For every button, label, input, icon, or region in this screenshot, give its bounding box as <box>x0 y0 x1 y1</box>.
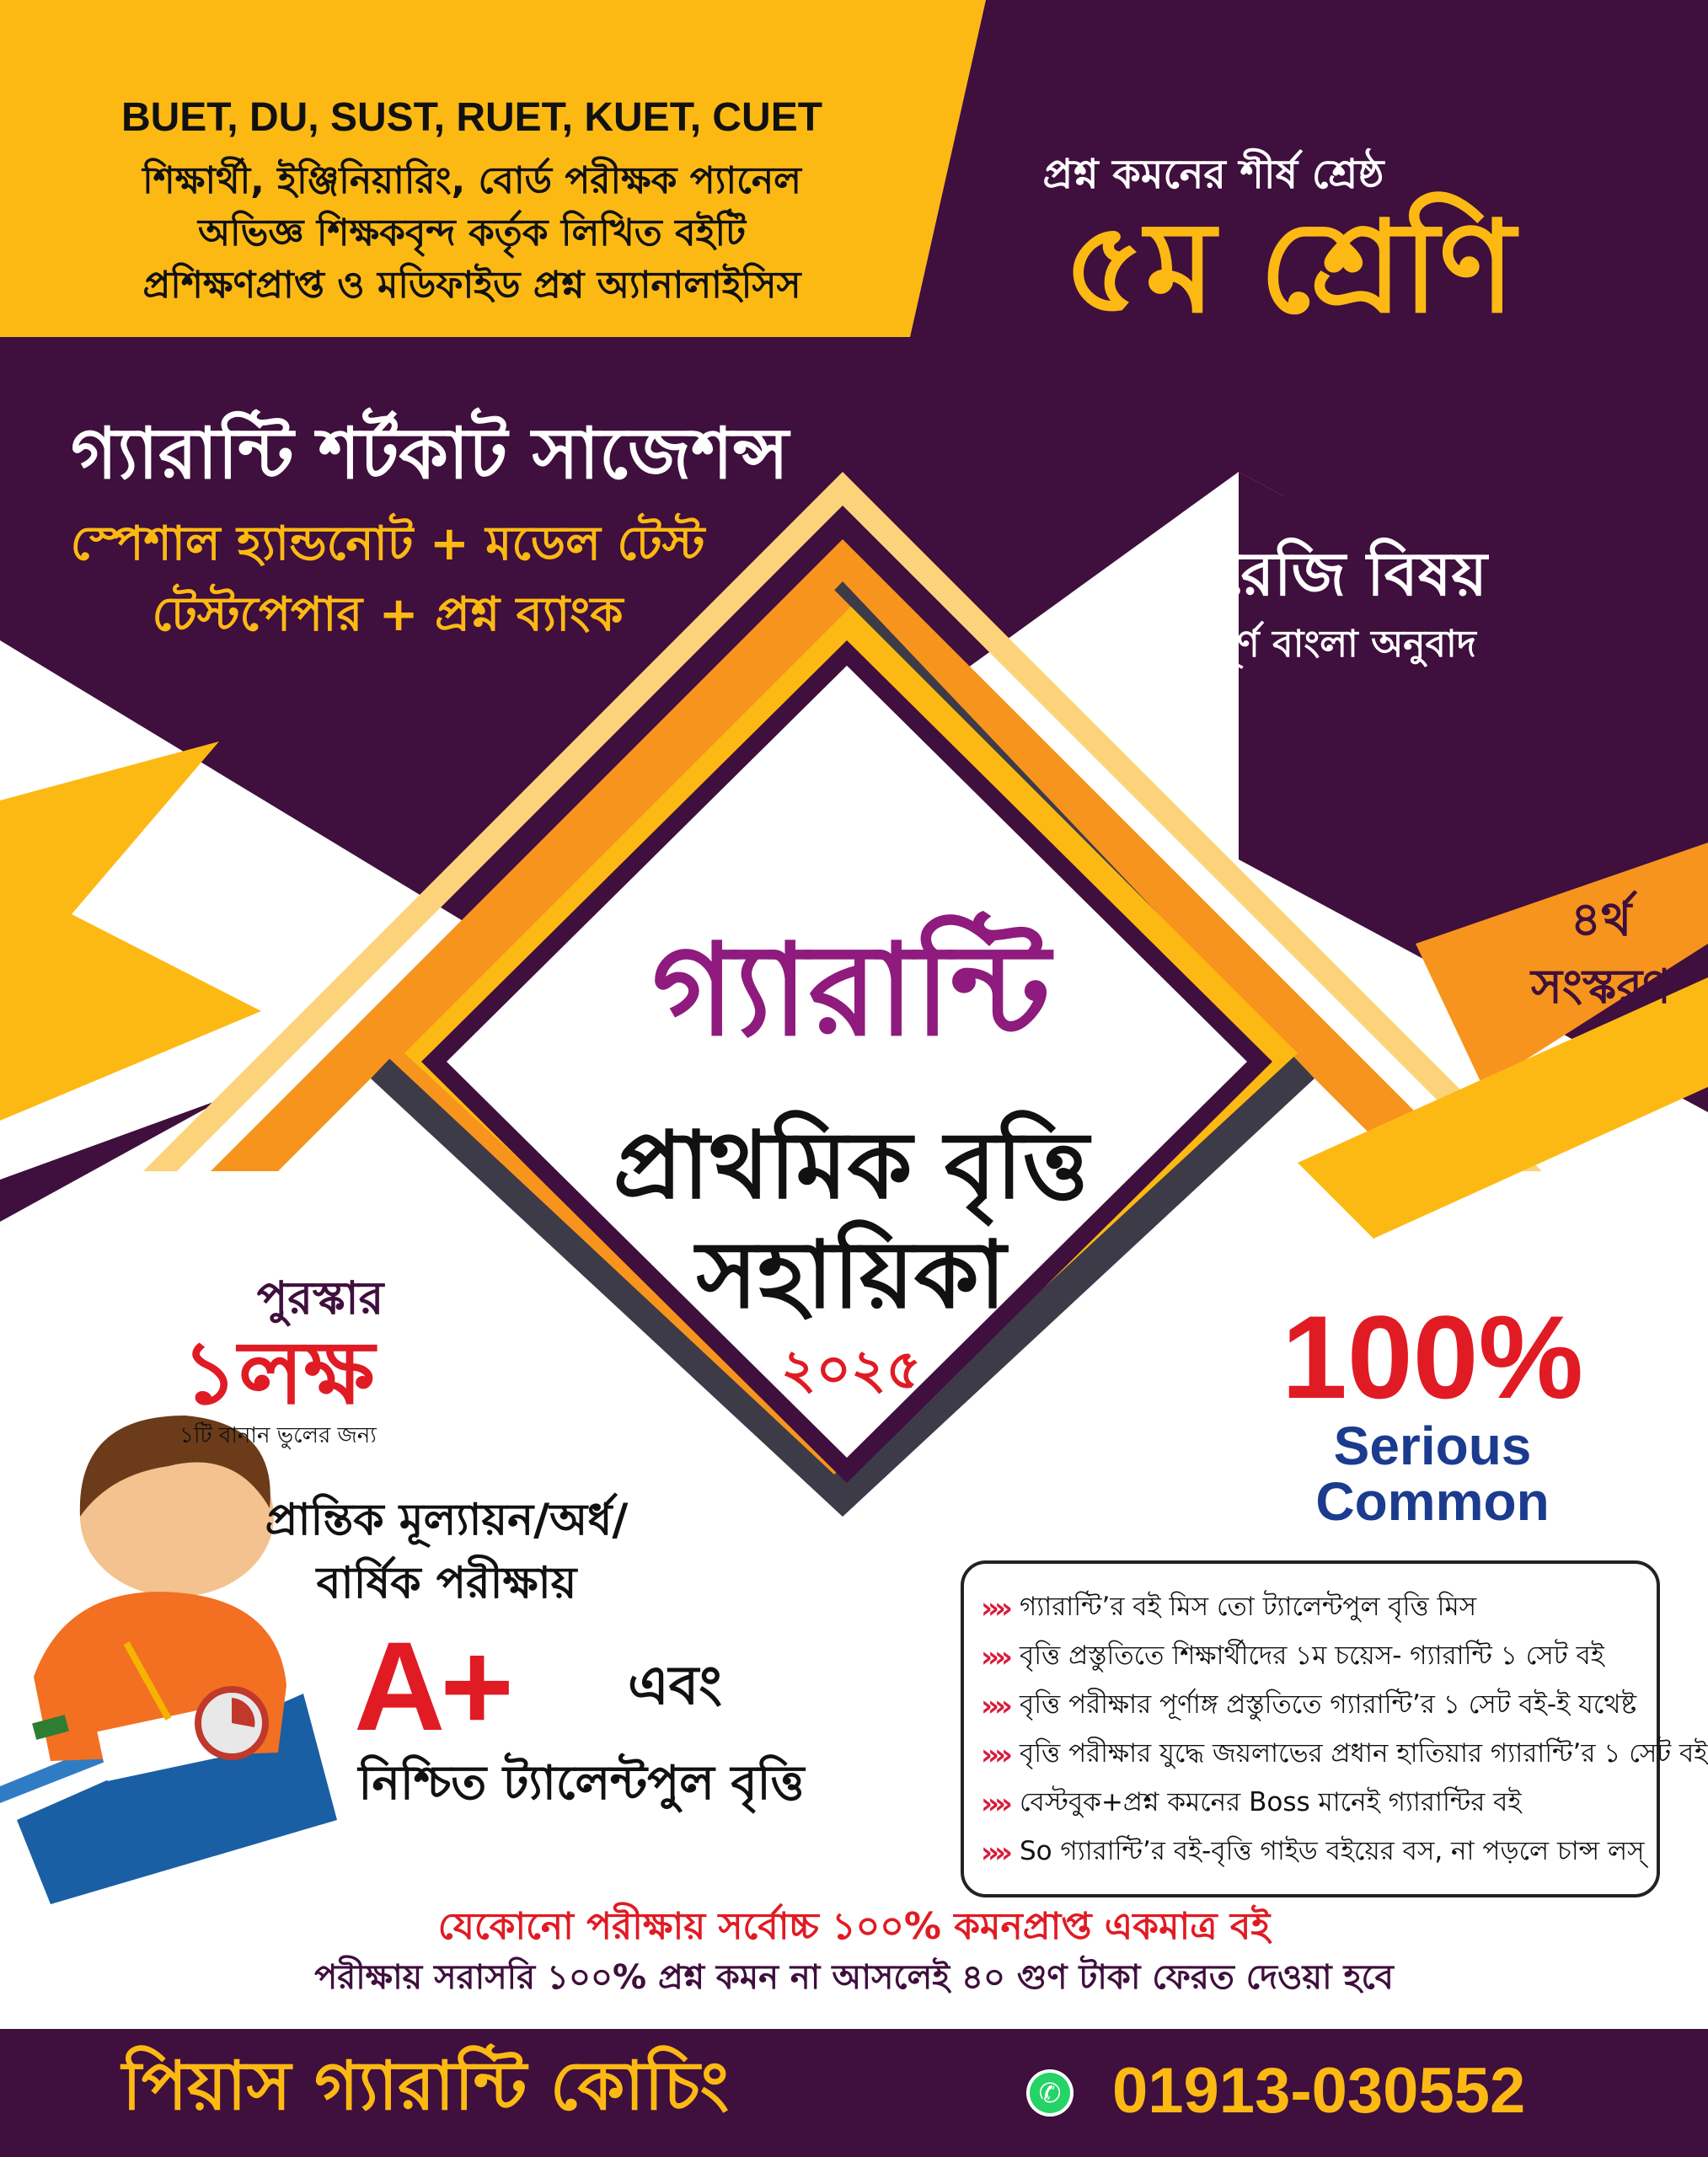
common-line2: Common <box>1315 1471 1550 1532</box>
teachers-written-text: অভিজ্ঞ শিক্ষকবৃন্দ কর্তৃক লিখিত বইটি <box>197 211 747 254</box>
student-illustration <box>0 1416 337 1904</box>
double-chevron-icon: »» <box>981 1787 1008 1821</box>
class-name: ৫ম শ্রেণি <box>1063 195 1516 341</box>
subject-title: ইংরেজি বিষয় <box>1159 538 1487 609</box>
prize-label: পুরস্কার <box>256 1271 384 1325</box>
book-brand: গ্যারান্টি <box>651 918 1051 1064</box>
edition-number: ৪র্থ <box>1570 892 1632 947</box>
feature-text: বৃত্তি পরীক্ষার যুদ্ধে জয়লাভের প্রধান হাতিয়ার গ্যারান্টি’র ১ সেট বই <box>1019 1738 1708 1769</box>
book-title-line2: সহায়িকা <box>696 1221 1006 1329</box>
coaching-name: পিয়াস গ্যারান্টি কোচিং <box>121 2047 730 2125</box>
book-title-line1: প্রাথমিক বৃত্তি <box>613 1111 1090 1219</box>
feature-item <box>981 1780 1640 1828</box>
subject-subtitle: সম্পূর্ণ বাংলা অনুবাদ <box>1170 623 1476 666</box>
suggestion-title: গ্যারান্টি শর্টকাট সাজেশন্স <box>71 412 789 495</box>
feature-text: বৃত্তি পরীক্ষার পূর্ণাঙ্গ প্রস্তুতিতে গ্যারান্টি’র ১ সেট বই-ই যথেষ্ট <box>1019 1689 1637 1720</box>
edition-label: সংস্করণ <box>1530 960 1672 1014</box>
exam-result: নিশ্চিত ট্যালেন্টপুল বৃত্তি <box>358 1756 805 1811</box>
feature-item <box>981 1584 1640 1633</box>
exam-and: এবং <box>628 1655 722 1717</box>
features-box <box>961 1560 1708 1897</box>
feature-text: বৃত্তি প্রস্তুতিতে শিক্ষার্থীদের ১ম চয়েস- গ্যারান্টি ১ সেট বই <box>1019 1640 1604 1671</box>
feature-item <box>981 1731 1708 1780</box>
teacher-panel-text: শিক্ষার্থী, ইঞ্জিনিয়ারিং, বোর্ড পরীক্ষক প্যানেল <box>142 159 801 202</box>
feature-item <box>981 1682 1640 1731</box>
phone-number[interactable]: 01913-030552 <box>1112 2055 1526 2127</box>
class-tagline: প্রশ্ন কমনের শীর্ষ শ্রেষ্ঠ <box>1042 151 1384 198</box>
feature-text: So গ্যারান্টি’র বই-বৃত্তি গাইড বইয়ের বস, না পড়লে চান্স লস্ <box>1019 1836 1645 1866</box>
exam-grade: A+ <box>354 1615 509 1757</box>
feature-text: গ্যারান্টি’র বই মিস তো ট্যালেন্টপুল বৃত্তি মিস <box>1019 1592 1477 1622</box>
double-chevron-icon: »» <box>981 1689 1008 1723</box>
book-year: ২০২৫ <box>780 1339 922 1401</box>
exam-line1: প্রান্তিক মূল্যায়ন/অর্ধ/ <box>265 1495 629 1545</box>
feature-text: বেস্টবুক+প্রশ্ন কমনের Boss মানেই গ্যারান্টির বই <box>1019 1787 1522 1817</box>
suggestion-line2: টেস্টপেপার + প্রশ্ন ব্যাংক <box>152 587 624 642</box>
universities-text: BUET, DU, SUST, RUET, KUET, CUET <box>120 95 823 140</box>
double-chevron-icon: »» <box>981 1836 1008 1870</box>
double-chevron-icon: »» <box>981 1738 1008 1772</box>
guarantee-line1: যেকোনো পরীক্ষায় সর্বোচ্চ ১০০% কমনপ্রাপ্ত একমাত্র বই <box>437 1905 1271 1948</box>
exam-line2: বার্ষিক পরীক্ষায় <box>316 1558 577 1608</box>
whatsapp-icon <box>1026 2069 1074 2117</box>
double-chevron-icon: »» <box>981 1640 1008 1674</box>
feature-item <box>981 1633 1640 1682</box>
common-percent: 100% <box>1281 1291 1584 1423</box>
common-line1: Serious <box>1333 1416 1532 1476</box>
double-chevron-icon: »» <box>981 1592 1008 1625</box>
guarantee-line2: পরীক্ষায় সরাসরি ১০০% প্রশ্ন কমন না আসলেই ৪০ গুণ টাকা ফেরত দেওয়া হবে <box>314 1958 1394 1997</box>
prize-note: ১টি বানান ভুলের জন্য <box>179 1423 377 1448</box>
prize-amount: ১লক্ষ <box>181 1321 375 1424</box>
suggestion-line1: স্পেশাল হ্যান্ডনোট + মডেল টেস্ট <box>70 517 705 571</box>
analysis-text: প্রশিক্ষণপ্রাপ্ত ও মডিফাইড প্রশ্ন অ্যানালাইসিস <box>142 264 801 307</box>
feature-item <box>981 1828 1645 1877</box>
